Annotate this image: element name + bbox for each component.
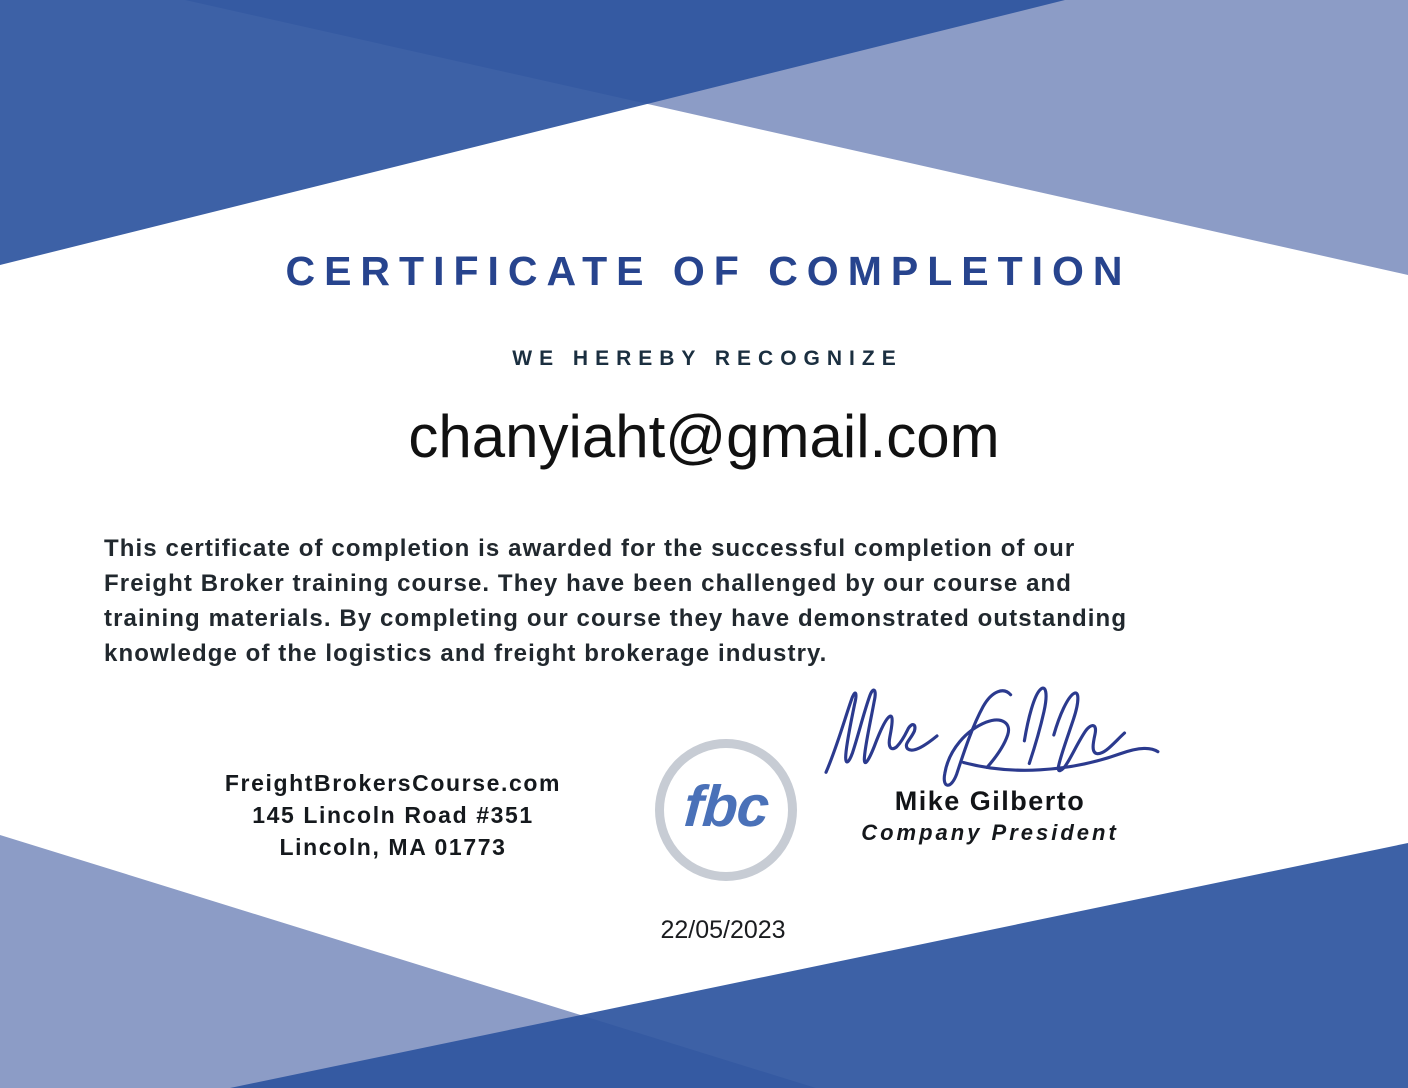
body-line: This certificate of completion is awarded for the successful completion of our xyxy=(104,535,1076,562)
certificate-subtitle: WE HEREBY RECOGNIZE xyxy=(512,347,903,370)
signature-block xyxy=(815,680,1165,846)
body-line: training materials. By completing our course they have demonstrated outstanding xyxy=(104,605,1128,632)
signer-title: Company President xyxy=(861,820,1119,845)
fbc-logo-icon xyxy=(655,739,797,881)
fbc-logo-text: fbc xyxy=(681,774,771,839)
body-line: Freight Broker training course. They have been challenged by our course and xyxy=(104,570,1073,597)
organization-website: FreightBrokersCourse.com xyxy=(224,770,562,796)
body-line: knowledge of the logistics and freight brokerage industry. xyxy=(104,640,828,667)
recipient-name: chanyiaht@gmail.com xyxy=(408,403,1000,470)
certificate-body xyxy=(104,531,1324,671)
organization-address-line2: Lincoln, MA 01773 xyxy=(279,834,507,860)
completion-date: 22/05/2023 xyxy=(660,916,786,944)
certificate-title: CERTIFICATE OF COMPLETION xyxy=(285,248,1132,294)
organization-address-line1: 145 Lincoln Road #351 xyxy=(252,802,534,828)
signature-image xyxy=(815,680,1165,788)
signer-name: Mike Gilberto xyxy=(894,786,1086,816)
organization-block xyxy=(160,767,626,863)
